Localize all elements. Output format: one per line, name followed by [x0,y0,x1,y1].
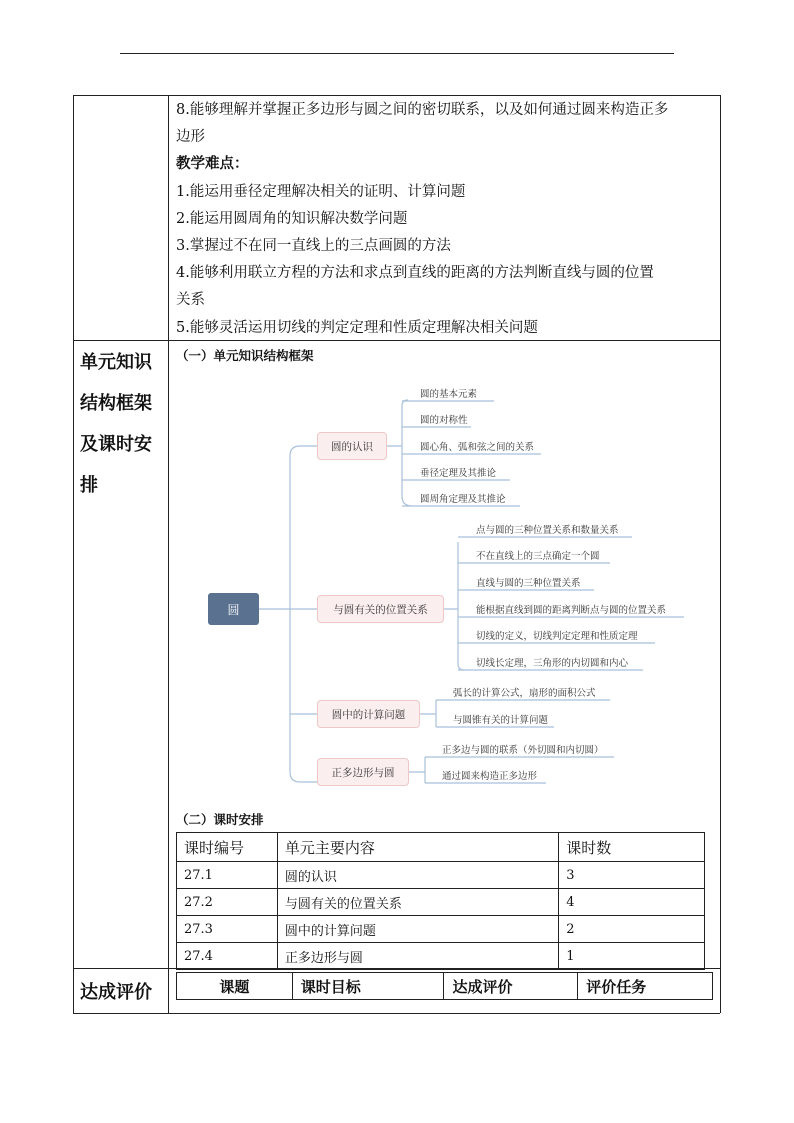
evaluation-table [176,972,713,1000]
objective-line: 3.掌握过不在同一直线上的三点画圆的方法 [176,238,451,255]
table-cell: 4 [559,889,705,916]
objective-line: 1.能运用垂径定理解决相关的证明、计算问题 [176,183,466,200]
connector-leaves-4 [409,757,425,783]
teaching-objectives [176,97,716,342]
page-header-rule [120,53,674,54]
header-cell: 评价任务 [578,973,713,1000]
leaf-node: 切线的定义，切线判定定理和性质定理 [476,631,638,642]
leaf-node: 不在直线上的三点确定一个圆 [476,551,600,562]
objective-line: 8.能够理解并掌握正多边形与圆之间的密切联系，以及如何通过圆来构造正多 [176,102,669,118]
connector-leaves-1 [387,400,412,506]
schedule-table [176,832,705,970]
table-row [177,862,705,889]
objective-line: 2.能运用圆周角的知识解决数学问题 [176,210,408,227]
table-cell: 1 [559,943,705,970]
table-row [177,889,705,916]
evaluation-side-label: 达成评价 [80,982,152,1003]
structure-side-label [80,342,164,506]
table-cell: 27.3 [177,916,278,943]
table-row [177,916,705,943]
header-cell: 课题 [177,973,293,1000]
leaf-node: 切线长定理，三角形的内切圆和内心 [476,658,629,669]
side-label-line: 排 [80,475,98,496]
header-cell: 课时编号 [177,833,278,862]
leaf-node: 正多边与圆的联系（外切圆和内切圆） [442,745,604,756]
leaf-node: 圆的基本元素 [420,389,478,400]
mindmap-root-node: 圆 [208,593,259,625]
table-cell: 3 [559,862,705,889]
connector-branch-4 [290,772,317,782]
section-title-framework: （一）单元知识结构框架 [176,348,314,363]
leaf-node: 圆的对称性 [420,415,468,426]
leaf-node: 圆心角、弧和弦之间的关系 [420,442,535,453]
branch-calculations: 圆中的计算问题 [317,700,420,728]
leaf-node: 圆周角定理及其推论 [420,494,506,505]
table-cell: 圆的认识 [277,862,558,889]
side-label-line: 结构框架 [80,393,152,414]
branch-position-relations: 与圆有关的位置关系 [317,595,444,623]
table-cell: 圆中的计算问题 [277,916,558,943]
connector-branch-1 [290,446,317,456]
table-row [177,943,705,970]
connector-leaves-2 [444,542,464,670]
side-label-line: 单元知识 [80,352,152,373]
objective-line: 5.能够灵活运用切线的判定定理和性质定理解决相关问题 [176,319,538,336]
connector-leaves-3 [420,700,436,727]
leaf-node: 垂径定理及其推论 [420,468,497,479]
table-cell: 正多边形与圆 [277,943,558,970]
leaf-node: 与圆锥有关的计算问题 [453,715,549,726]
table-header-row [177,973,713,1000]
branch-regular-polygons: 正多边形与圆 [317,758,409,786]
header-cell: 达成评价 [444,973,578,1000]
header-cell: 单元主要内容 [277,833,558,862]
table-cell: 2 [559,916,705,943]
objective-line: 4.能够利用联立方程的方法和求点到直线的距离的方法判断直线与圆的位置 [176,265,654,282]
header-cell: 课时目标 [292,973,444,1000]
table-cell: 与圆有关的位置关系 [277,889,558,916]
difficulties-heading: 教学难点： [176,156,249,173]
table-cell: 27.1 [177,862,278,889]
objective-line: 边形 [176,129,205,146]
leaf-node: 通过圆来构造正多边形 [442,771,538,782]
table-cell: 27.2 [177,889,278,916]
leaf-node: 能根据直线到圆的距离判断点与圆的位置关系 [476,605,667,616]
header-cell: 课时数 [559,833,705,862]
objective-line: 关系 [176,292,205,309]
table-header-row [177,833,705,862]
leaf-node: 直线与圆的三种位置关系 [476,578,581,589]
branch-circle-basics: 圆的认识 [317,432,387,460]
leaf-node: 点与圆的三种位置关系和数量关系 [476,525,619,536]
side-label-line: 及课时安 [80,434,152,455]
leaf-node: 弧长的计算公式，扇形的面积公式 [453,688,596,699]
section-title-schedule: （二）课时安排 [176,812,264,827]
table-cell: 27.4 [177,943,278,970]
